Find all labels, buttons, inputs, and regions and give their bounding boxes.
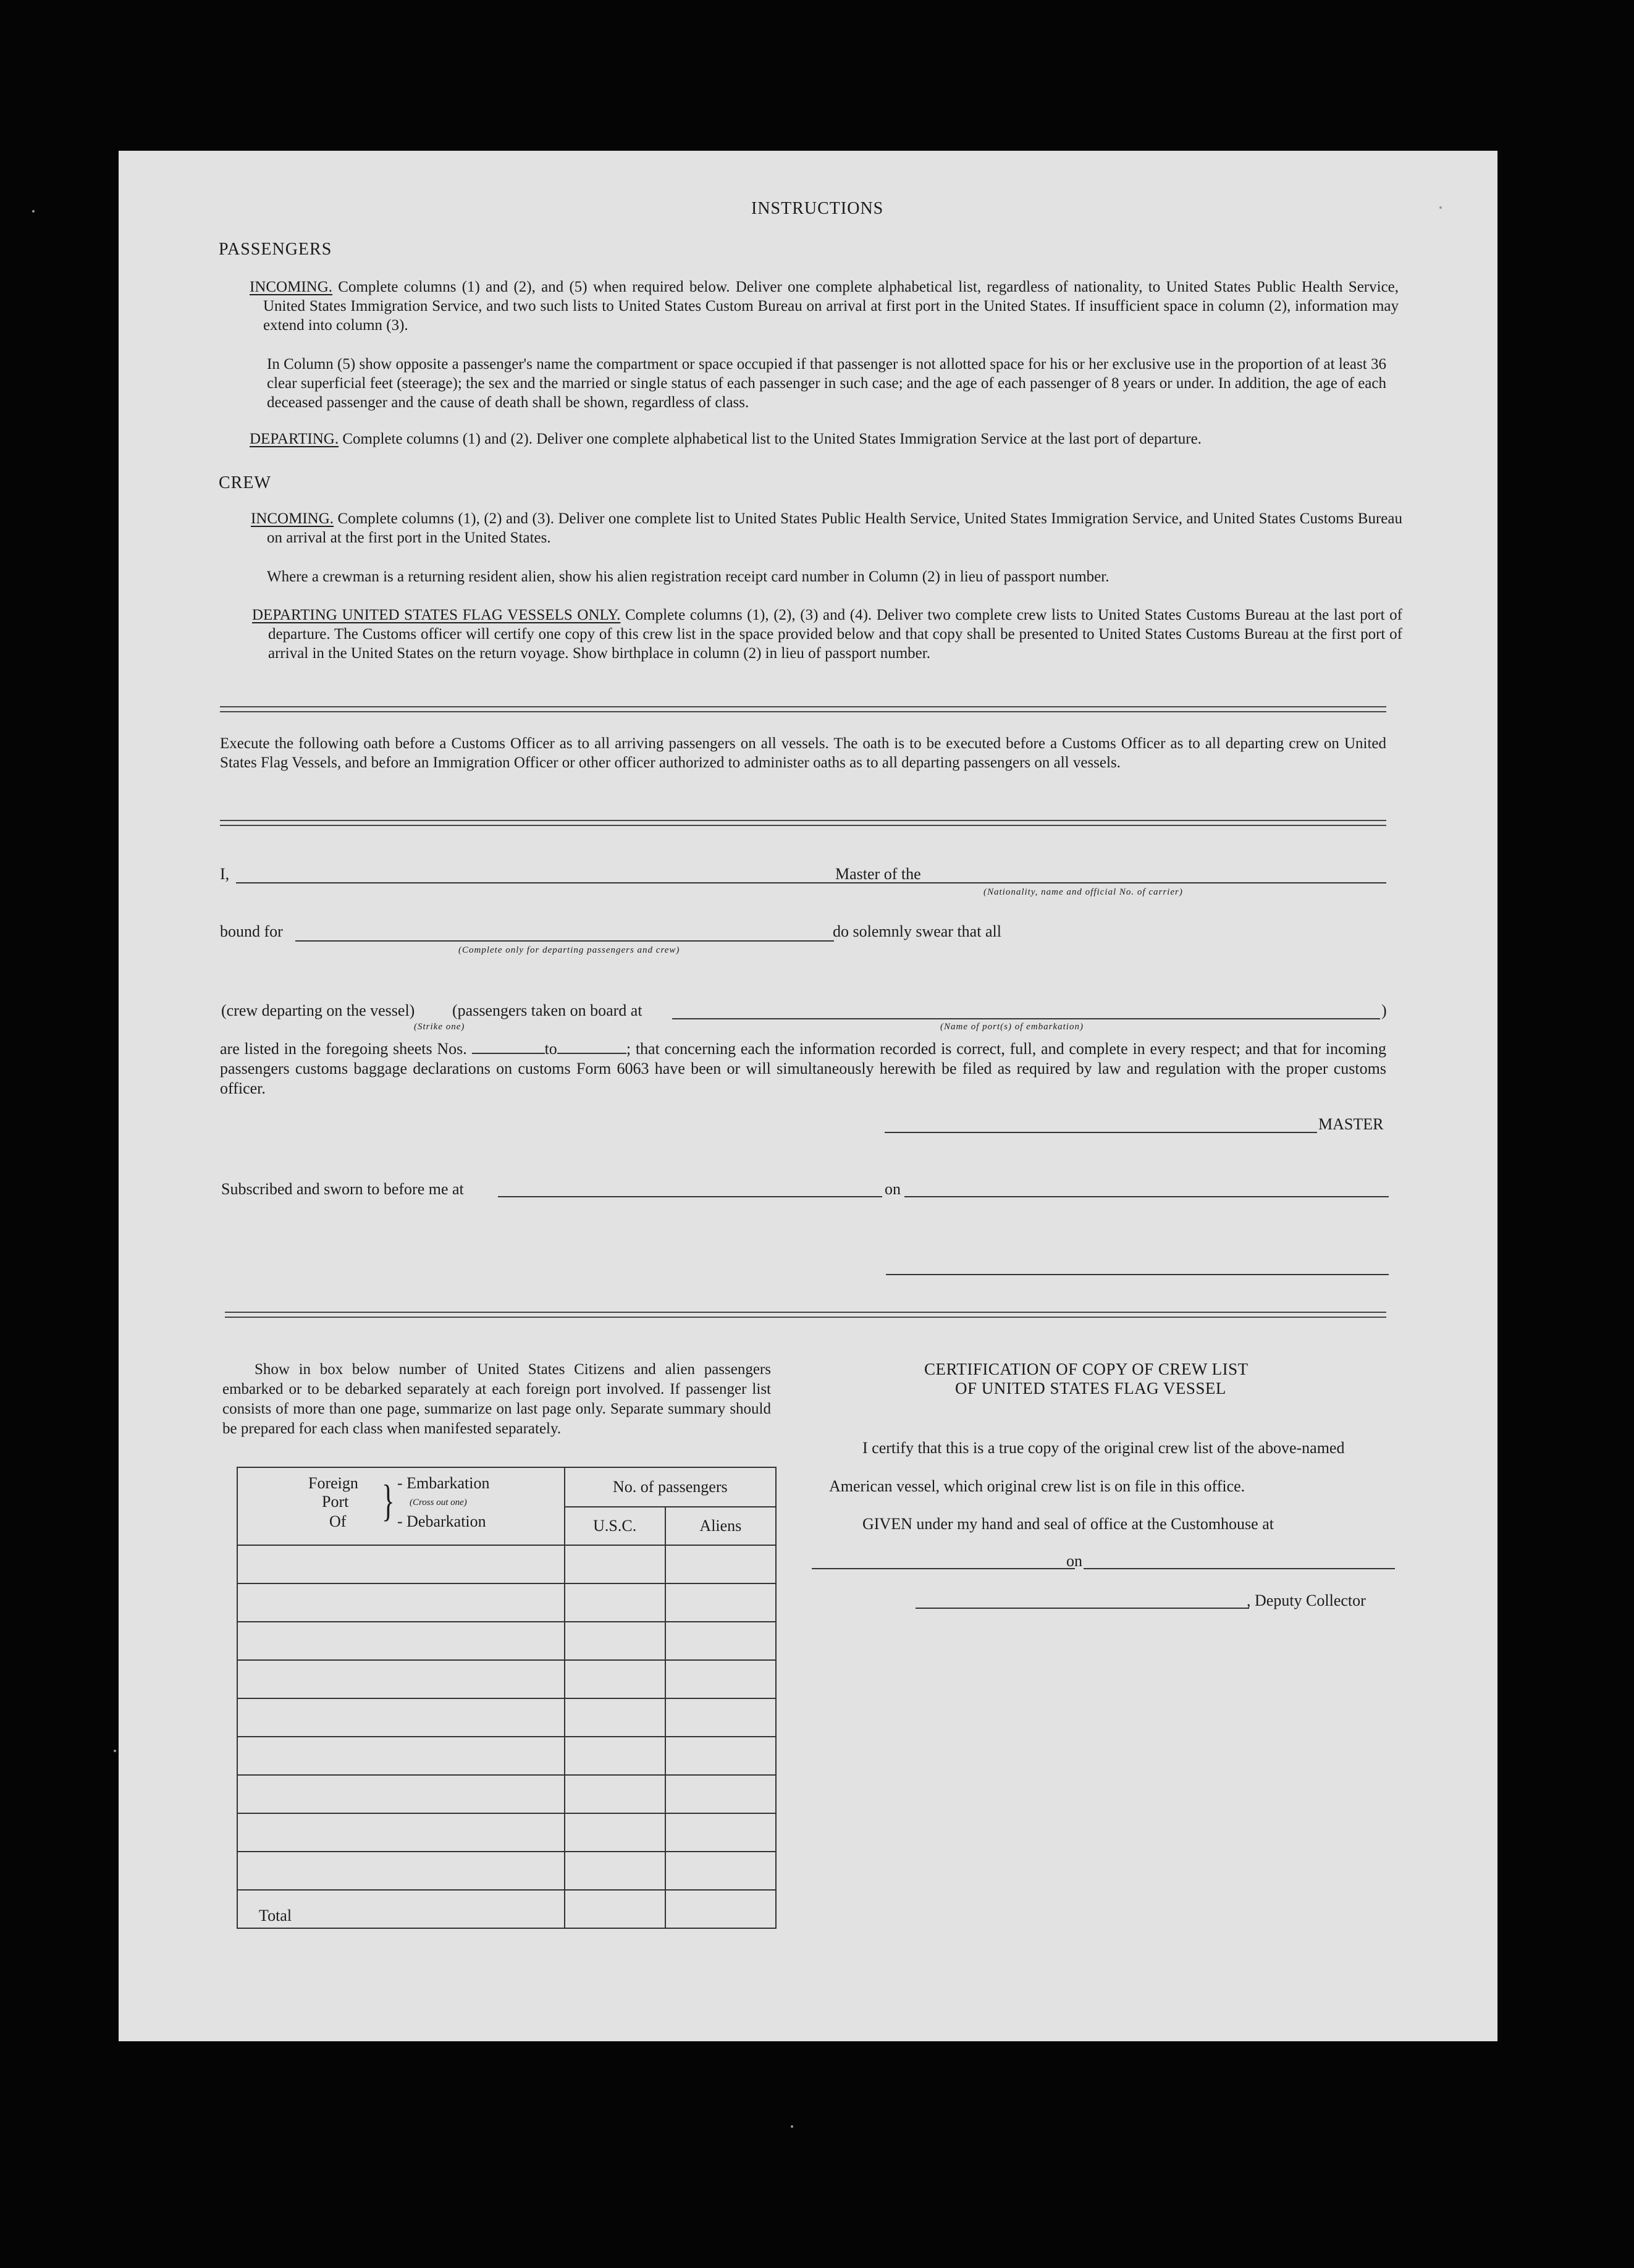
- sheet-from-line[interactable]: [472, 1040, 545, 1054]
- table-row: [237, 1852, 776, 1890]
- listed-text-a: are listed in the foregoing sheets Nos.: [220, 1040, 467, 1058]
- usc-cell[interactable]: [565, 1813, 665, 1852]
- certification-on-label: on: [1066, 1552, 1082, 1570]
- officer-signature-line[interactable]: [886, 1274, 1389, 1275]
- brace-icon: }: [381, 1476, 395, 1525]
- passengers-heading: PASSENGERS: [219, 240, 332, 259]
- usc-cell[interactable]: [565, 1622, 665, 1660]
- sworn-on-label: on: [885, 1180, 901, 1198]
- port-cell[interactable]: [237, 1852, 565, 1890]
- passenger-summary-table: [237, 1467, 777, 1929]
- port-caption: (Name of port(s) of embarkation): [940, 1022, 1084, 1032]
- listed-to: to: [544, 1040, 557, 1058]
- usc-cell[interactable]: [565, 1583, 665, 1622]
- port-cell[interactable]: [237, 1813, 565, 1852]
- aliens-cell[interactable]: [665, 1775, 776, 1813]
- divider-2: [220, 820, 1386, 826]
- table-row: [237, 1545, 776, 1583]
- no-passengers-header: No. of passengers: [565, 1467, 776, 1507]
- crew-incoming-paragraph: [251, 509, 1402, 547]
- port-cell[interactable]: [237, 1545, 565, 1583]
- usc-cell[interactable]: [565, 1545, 665, 1583]
- close-paren: ): [1381, 1001, 1387, 1019]
- sworn-place-line[interactable]: [498, 1196, 882, 1197]
- table-row: [237, 1775, 776, 1813]
- aliens-cell[interactable]: [665, 1737, 776, 1775]
- aliens-cell[interactable]: [665, 1698, 776, 1737]
- usc-total-cell[interactable]: [565, 1890, 665, 1928]
- dust-speck: [1439, 206, 1442, 209]
- port-cell[interactable]: [237, 1583, 565, 1622]
- aliens-cell[interactable]: [665, 1622, 776, 1660]
- customhouse-line[interactable]: [812, 1568, 1075, 1569]
- dust-speck: [791, 2125, 793, 2128]
- crew-incoming-label: INCOMING.: [251, 510, 334, 527]
- swear-label: do solemnly swear that all: [833, 922, 1001, 940]
- usc-cell[interactable]: [565, 1852, 665, 1890]
- carrier-name-field-line[interactable]: [823, 882, 1386, 883]
- certification-line-3: GIVEN under my hand and seal of office at the Customhouse at: [862, 1515, 1274, 1533]
- complete-caption: (Complete only for departing passengers and crew): [458, 945, 680, 955]
- usc-cell[interactable]: [565, 1737, 665, 1775]
- usc-header: U.S.C.: [565, 1507, 665, 1545]
- crew-incoming-text: Complete columns (1), (2) and (3). Deliver one complete list to United States Public Health Service, United States Immigration Service, and United States Customs Bureau on arrival at the first port in the United States.: [267, 510, 1402, 546]
- embarkation-label[interactable]: - Embarkation: [397, 1474, 490, 1492]
- certification-date-line[interactable]: [1084, 1568, 1395, 1569]
- passengers-incoming-paragraph: [250, 277, 1399, 335]
- crew-departing-option[interactable]: (crew departing on the vessel): [221, 1001, 415, 1019]
- sheet-to-line[interactable]: [557, 1040, 626, 1054]
- nationality-caption: (Nationality, name and official No. of carrier): [983, 887, 1183, 897]
- table-row: [237, 1698, 776, 1737]
- destination-line[interactable]: [295, 940, 834, 942]
- passengers-taken-option[interactable]: (passengers taken on board at: [452, 1001, 642, 1019]
- crew-heading: CREW: [219, 473, 271, 492]
- passengers-departing-label: DEPARTING.: [250, 431, 339, 447]
- certification-line-2: American vessel, which original crew list is on file in this office.: [829, 1477, 1245, 1495]
- of-label: Of: [329, 1512, 347, 1530]
- passengers-incoming-text: Complete columns (1) and (2), and (5) when required below. Deliver one complete alphabetical list, regardless of nationality, to United States Public Health Service, United States Immigration Service, and two such lists to United States Custom Bureau on arrival at first port in the United States. If insufficient space in column (2), information may extend into column (3).: [263, 279, 1399, 334]
- strike-caption: (Strike one): [414, 1022, 465, 1032]
- listed-text-b: ; that concerning each the information recorded is correct, full, and complete in every respect; and that for incoming passengers customs baggage declarations on customs Form 6063 have been or will simultaneously herewith be filed as required by law and regulation with the proper customs officer.: [220, 1040, 1387, 1097]
- oath-i-label: I,: [220, 865, 230, 883]
- table-row: [237, 1583, 776, 1622]
- table-row: [237, 1660, 776, 1698]
- total-text: Total: [259, 1907, 292, 1924]
- dust-speck: [114, 1750, 116, 1752]
- table-row: [237, 1737, 776, 1775]
- certification-line-1: I certify that this is a true copy of the original crew list of the above-named: [862, 1439, 1345, 1457]
- form-page: [119, 151, 1497, 2041]
- deputy-signature-line[interactable]: [916, 1608, 1249, 1609]
- cross-out-caption: (Cross out one): [410, 1498, 467, 1507]
- crew-departing-paragraph: [252, 605, 1402, 663]
- summary-text: Show in box below number of United States Citizens and alien passengers embarked or to be debarked separately at each foreign port involved. If passenger list consists of more than one page, summarize on last page only. Separate summary should be prepared for each class when manifested separately.: [222, 1361, 771, 1437]
- master-name-line: [236, 882, 825, 883]
- master-label: MASTER: [1318, 1115, 1384, 1133]
- deputy-collector-label: , Deputy Collector: [1247, 1591, 1366, 1609]
- column5-paragraph: In Column (5) show opposite a passenger's name the compartment or space occupied if that passenger is not allotted space for his or her exclusive use in the proportion of at least 36 clear superficial feet (steerage); the sex and the married or single status of each passenger in such case; and the age of each passenger of 8 years or under. In addition, the age of each deceased passenger and the cause of death shall be shown, regardless of class.: [267, 356, 1386, 411]
- embarkation-port-line[interactable]: [672, 1018, 1380, 1019]
- subscribed-label: Subscribed and sworn to before me at: [221, 1180, 464, 1198]
- debarkation-label[interactable]: - Debarkation: [397, 1512, 486, 1530]
- port-cell[interactable]: [237, 1737, 565, 1775]
- usc-cell[interactable]: [565, 1660, 665, 1698]
- total-row: [237, 1890, 776, 1928]
- aliens-cell[interactable]: [665, 1813, 776, 1852]
- usc-cell[interactable]: [565, 1775, 665, 1813]
- divider-3: [225, 1312, 1386, 1318]
- instructions-title: INSTRUCTIONS: [751, 199, 884, 218]
- port-label: Port: [322, 1493, 349, 1511]
- certification-title-1: CERTIFICATION OF COPY OF CREW LIST: [924, 1360, 1249, 1378]
- master-of-label: Master of the: [835, 865, 921, 883]
- master-signature-line[interactable]: [885, 1132, 1317, 1133]
- aliens-header: Aliens: [665, 1507, 776, 1545]
- aliens-cell[interactable]: [665, 1545, 776, 1583]
- oath-intro: Execute the following oath before a Customs Officer as to all arriving passengers on all vessels. The oath is to be executed before a Customs Officer as to all departing crew on United States Flag Vessels, and before an Immigration Officer or other officer authorized to administer oaths as to all departing passengers on all vessels.: [220, 735, 1386, 771]
- foreign-label: Foreign: [308, 1474, 358, 1492]
- total-label: [237, 1890, 565, 1928]
- table-row: [237, 1622, 776, 1660]
- foreign-port-header: [237, 1467, 565, 1545]
- certification-title-2: OF UNITED STATES FLAG VESSEL: [955, 1379, 1226, 1397]
- crew-departing-text: Complete columns (1), (2), (3) and (4). Deliver two complete crew lists to United States Customs Bureau at the last port of departure. The Customs officer will certify one copy of this crew list in the space provided below and that copy shall be presented to United States Customs Bureau at the first port of arrival in the United States on the return voyage. Show birthplace in column (2) in lieu of passport number.: [268, 607, 1402, 662]
- passengers-departing-paragraph: [250, 429, 1386, 449]
- passengers-departing-text: Complete columns (1) and (2). Deliver one complete alphabetical list to the United States Immigration Service at the last port of departure.: [342, 431, 1202, 447]
- usc-cell[interactable]: [565, 1698, 665, 1737]
- crew-departing-label: DEPARTING UNITED STATES FLAG VESSELS ONLY.: [252, 607, 621, 623]
- aliens-cell[interactable]: [665, 1583, 776, 1622]
- aliens-cell[interactable]: [665, 1852, 776, 1890]
- sworn-date-line[interactable]: [904, 1196, 1389, 1197]
- aliens-cell[interactable]: [665, 1660, 776, 1698]
- aliens-total-cell[interactable]: [665, 1890, 776, 1928]
- port-cell[interactable]: [237, 1775, 565, 1813]
- port-cell[interactable]: [237, 1660, 565, 1698]
- bound-for-label: bound for: [220, 922, 283, 940]
- listed-paragraph: [220, 1039, 1386, 1098]
- crew-resident-paragraph: Where a crewman is a returning resident alien, show his alien registration receipt card number in Column (2) in lieu of passport number.: [267, 568, 1110, 585]
- dust-speck: [32, 210, 35, 213]
- port-cell[interactable]: [237, 1622, 565, 1660]
- divider-1: [220, 706, 1386, 712]
- table-row: [237, 1813, 776, 1852]
- passengers-incoming-label: INCOMING.: [250, 279, 333, 295]
- port-cell[interactable]: [237, 1698, 565, 1737]
